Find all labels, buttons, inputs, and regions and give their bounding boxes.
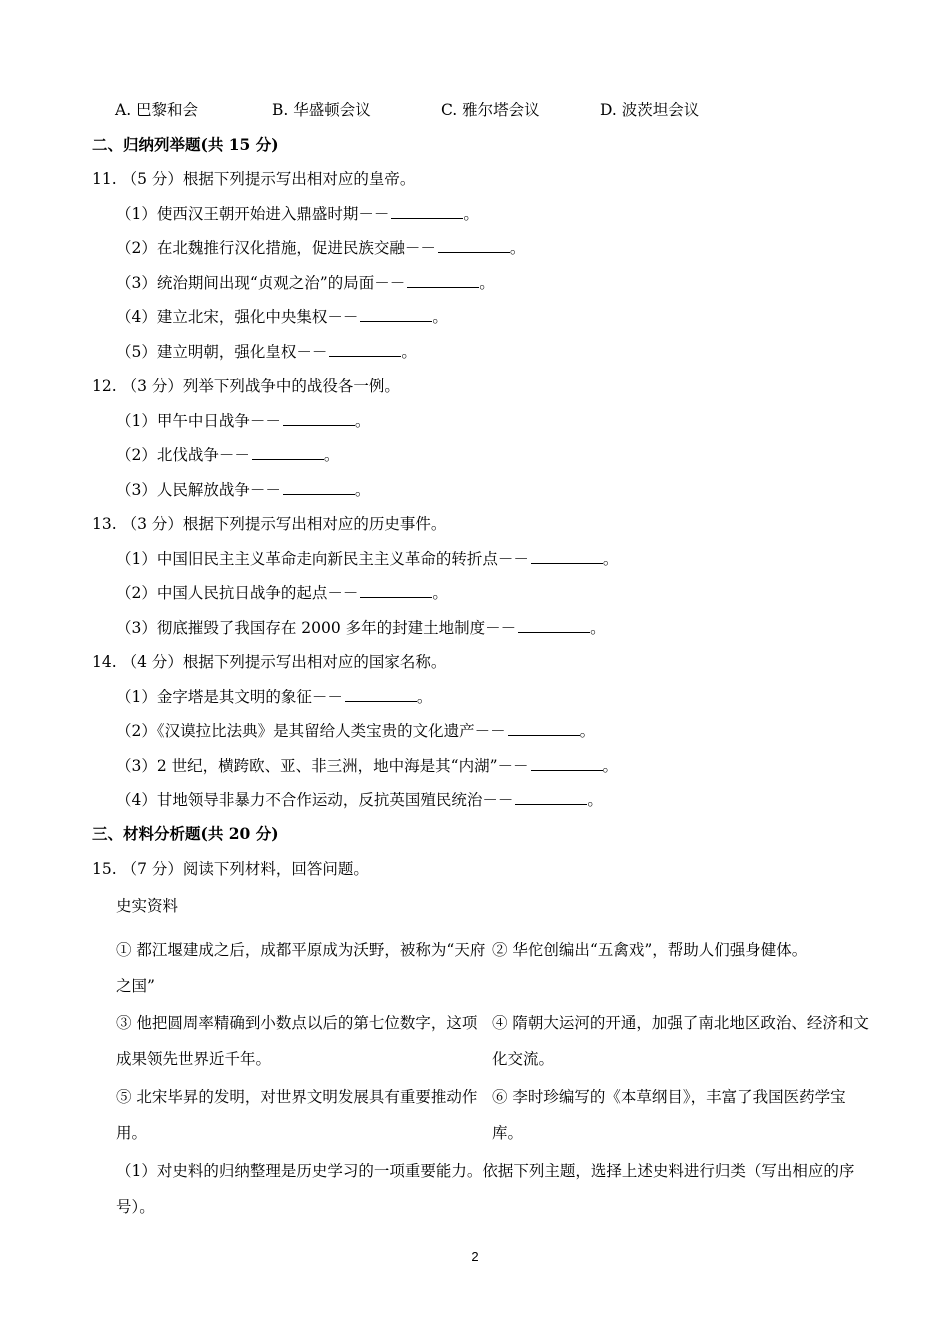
question-stem: 11. （5 分）根据下列提示写出相对应的皇帝。 xyxy=(92,170,416,188)
question-item: （4）甘地领导非暴力不合作运动，反抗英国殖民统治－－ 。 xyxy=(116,791,603,809)
answer-blank[interactable] xyxy=(518,618,590,633)
answer-blank[interactable] xyxy=(345,687,417,702)
question-item: （4）建立北宋，强化中央集权－－ 。 xyxy=(116,308,448,326)
question-stem: 13. （3 分）根据下列提示写出相对应的历史事件。 xyxy=(92,515,447,533)
question-item: （2）北伐战争－－ 。 xyxy=(116,446,340,464)
question-item: （3）人民解放战争－－ 。 xyxy=(116,481,371,499)
question-item: （3）统治期间出现“贞观之治”的局面－－ 。 xyxy=(116,274,495,292)
answer-blank[interactable] xyxy=(360,583,432,598)
section-title: 三、材料分析题(共 20 分) xyxy=(92,824,279,843)
option-d: D. 波茨坦会议 xyxy=(600,101,700,119)
question-item: （3）2 世纪，横跨欧、亚、非三洲，地中海是其“内湖”－－ 。 xyxy=(116,757,619,775)
answer-blank[interactable] xyxy=(283,411,355,426)
answer-blank[interactable] xyxy=(391,204,463,219)
answer-blank[interactable] xyxy=(531,549,603,564)
question-item: （1）使西汉王朝开始进入鼎盛时期－－ 。 xyxy=(116,205,479,223)
answer-blank[interactable] xyxy=(508,721,580,736)
option-c: C. 雅尔塔会议 xyxy=(441,101,540,119)
answer-blank[interactable] xyxy=(531,756,603,771)
material-title: 史实资料 xyxy=(116,897,179,915)
question-stem: 12. （3 分）列举下列战争中的战役各一例。 xyxy=(92,377,400,395)
material-item: ③ 他把圆周率精确到小数点以后的第七位数字，这项成果领先世界近千年。 xyxy=(116,1014,478,1068)
option-a: A. 巴黎和会 xyxy=(115,101,199,119)
answer-blank[interactable] xyxy=(283,480,355,495)
question-stem: 14. （4 分）根据下列提示写出相对应的国家名称。 xyxy=(92,653,447,671)
answer-blank[interactable] xyxy=(252,445,324,460)
answer-blank[interactable] xyxy=(438,238,510,253)
question-item: （2）《汉谟拉比法典》是其留给人类宝贵的文化遗产－－ 。 xyxy=(116,722,596,740)
question-item: （1）中国旧民主主义革命走向新民主主义革命的转折点－－ 。 xyxy=(116,550,619,568)
material-item: ① 都江堰建成之后，成都平原成为沃野，被称为“天府之国” xyxy=(116,941,486,995)
question-item: （3）彻底摧毁了我国存在 2000 多年的封建土地制度－－ 。 xyxy=(116,619,606,637)
question-item: （2）中国人民抗日战争的起点－－ 。 xyxy=(116,584,448,602)
question-stem: 15. （7 分）阅读下列材料，回答问题。 xyxy=(92,860,369,878)
question-item: （1）甲午中日战争－－ 。 xyxy=(116,412,371,430)
answer-blank[interactable] xyxy=(360,307,432,322)
material-item: ② 华佗创编出“五禽戏”，帮助人们强身健体。 xyxy=(492,941,808,959)
material-item: ④ 隋朝大运河的开通，加强了南北地区政治、经济和文化交流。 xyxy=(492,1014,869,1068)
answer-blank[interactable] xyxy=(329,342,401,357)
page-number: 2 xyxy=(471,1249,479,1264)
question-item: （2）在北魏推行汉化措施，促进民族交融－－ 。 xyxy=(116,239,526,257)
answer-blank[interactable] xyxy=(515,790,587,805)
material-item: ⑤ 北宋毕昇的发明，对世界文明发展具有重要推动作用。 xyxy=(116,1088,478,1142)
material-item: ⑥ 李时珍编写的《本草纲目》，丰富了我国医药学宝库。 xyxy=(492,1088,846,1142)
sub-question: （1）对史料的归纳整理是历史学习的一项重要能力。依据下列主题，选择上述史料进行归类（写出相应的序号）。 xyxy=(116,1162,855,1216)
section-title: 二、归纳列举题(共 15 分) xyxy=(92,135,279,154)
question-item: （1）金字塔是其文明的象征－－ 。 xyxy=(116,688,433,706)
option-b: B. 华盛顿会议 xyxy=(272,101,371,119)
answer-blank[interactable] xyxy=(407,273,479,288)
question-item: （5）建立明朝，强化皇权－－ 。 xyxy=(116,343,417,361)
